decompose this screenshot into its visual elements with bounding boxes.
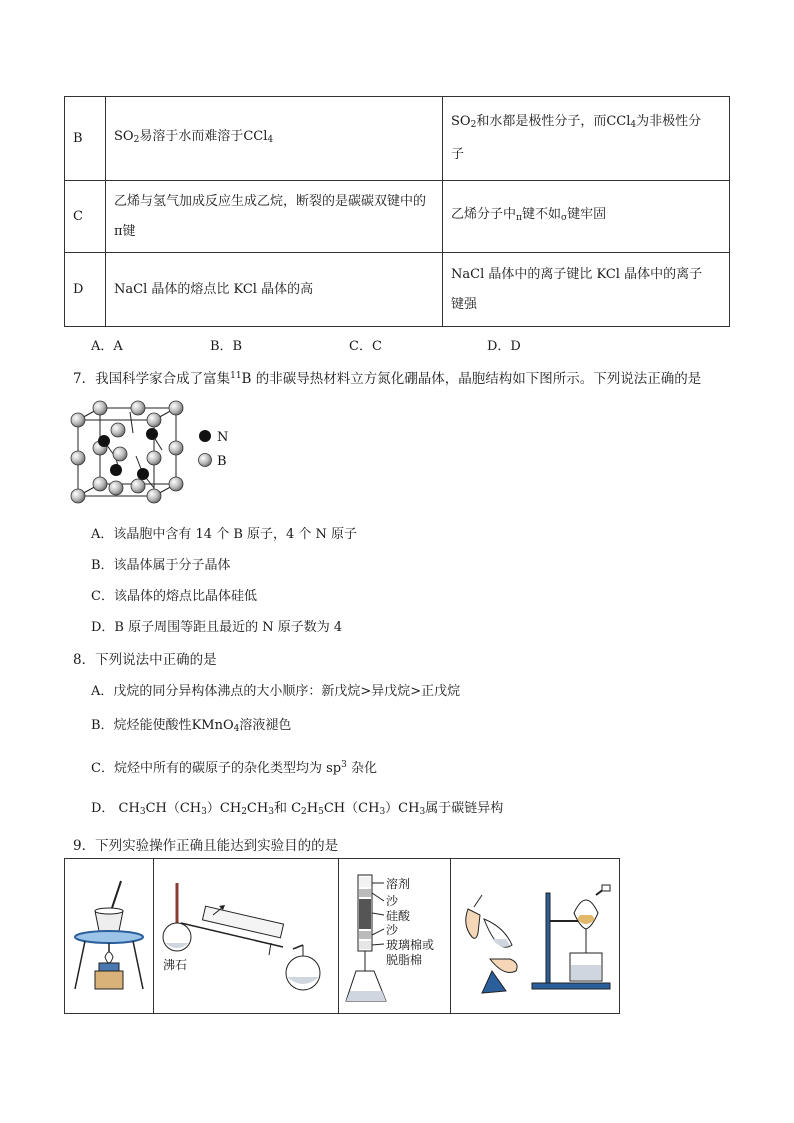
legend-n-marker — [199, 430, 211, 442]
row-label: B — [65, 97, 106, 181]
n-atom — [110, 464, 122, 476]
b-atom — [111, 423, 125, 437]
q9-figure-table — [64, 858, 620, 1014]
figure-cell-column — [338, 859, 451, 1013]
q8-option-b: B．烷烃能使酸性KMnO$_4$溶液褪色 — [91, 718, 292, 734]
separatory-funnel-apparatus — [450, 859, 620, 1013]
legend-b-marker — [199, 454, 212, 467]
b-atom — [109, 481, 123, 495]
column-apparatus — [338, 859, 450, 1013]
column-label-cotton: 脱脂棉 — [386, 953, 423, 967]
b-atom — [147, 413, 161, 427]
q7-option-b: B．该晶体属于分子晶体 — [91, 558, 231, 573]
column-label-glass-wool: 玻璃棉或 — [386, 938, 435, 952]
b-atom — [131, 401, 145, 415]
q7-stem: 7．我国科学家合成了富集$^{11}$B 的非碳导热材料立方氮化硼晶体，晶胞结构如下图所示。下列说法正确的是 — [73, 371, 702, 387]
q7-option-d: D．B 原子周围等距且最近的 N 原子数为 4 — [91, 620, 343, 635]
b-atom — [169, 477, 183, 491]
q8-option-d: D． $CH_3CH(CH_3)CH_2CH_3$和 $C_2H_5CH(CH_3)CH_3$属于碳链异构 — [91, 801, 504, 817]
q6-option-b: B．B — [210, 339, 243, 354]
q6-option-a: A．A — [91, 339, 123, 354]
n-atom — [137, 468, 149, 480]
crystal-cell-diagram — [70, 396, 240, 508]
row-explanation: NaCl 晶体中的离子键比 KCl 晶体中的离子 键强 — [443, 253, 730, 327]
q6-option-c: C．C — [349, 339, 382, 354]
q8-option-a: A．戊烷的同分异构体沸点的大小顺序：新戊烷>异戊烷>正戊烷 — [91, 684, 461, 699]
evaporation-apparatus — [65, 859, 153, 1013]
row-explanation: $SO_2$和水都是极性分子，而CCl$_4$为非极性分 子 — [443, 97, 730, 181]
b-atom — [113, 447, 127, 461]
row-label: D — [65, 253, 106, 327]
b-atom — [71, 413, 85, 427]
column-label-sand: 沙 — [386, 894, 399, 908]
q7-option-a: A．该晶胞中含有 14 个 B 原子，4 个 N 原子 — [91, 527, 358, 542]
q9-stem: 9．下列实验操作正确且能达到实验目的的是 — [73, 838, 339, 854]
row-statement: NaCl 晶体的熔点比 KCl 晶体的高 — [106, 253, 443, 327]
row-statement: 乙烯与氢气加成反应生成乙烷，断裂的是碳碳双键中的 π键 — [106, 181, 443, 253]
q8-stem: 8．下列说法中正确的是 — [73, 652, 217, 668]
boiling-stone-label: 沸石 — [163, 958, 188, 972]
table-row — [65, 97, 730, 181]
row-explanation: 乙烯分子中$_\pi$键不如$_\sigma$键牢固 — [443, 181, 730, 253]
legend-n-label: N — [217, 430, 229, 445]
column-label-sand-2: 沙 — [386, 923, 399, 937]
n-atom — [146, 428, 158, 440]
b-atom — [93, 477, 107, 491]
table-row — [65, 181, 730, 253]
row-statement: $SO_2$易溶于水而难溶于CCl$_4$ — [106, 97, 443, 181]
figure-cell-evaporation — [65, 859, 154, 1013]
figure-cell-distillation — [153, 859, 339, 1013]
b-atom — [131, 479, 145, 493]
legend-b-label: B — [217, 454, 227, 469]
column-label-solvent: 溶剂 — [386, 877, 411, 891]
q6-option-d: D．D — [487, 339, 521, 354]
b-atom — [169, 401, 183, 415]
answer-table — [64, 96, 730, 327]
b-atom — [169, 441, 183, 455]
b-atom — [147, 451, 161, 465]
q8-option-c: C．烷烃中所有的碳原子的杂化类型均为 $sp^3$ 杂化 — [91, 760, 377, 776]
b-atom — [71, 451, 85, 465]
distillation-apparatus — [153, 859, 338, 1013]
column-label-silica: 硅酸 — [386, 909, 411, 923]
n-atom — [98, 435, 110, 447]
figure-cell-separation — [450, 859, 620, 1013]
b-atom — [93, 401, 107, 415]
table-row — [65, 253, 730, 327]
q7-option-c: C．该晶体的熔点比晶体硅低 — [91, 589, 257, 604]
b-atom — [71, 489, 85, 503]
b-atom — [147, 489, 161, 503]
row-label: C — [65, 181, 106, 253]
